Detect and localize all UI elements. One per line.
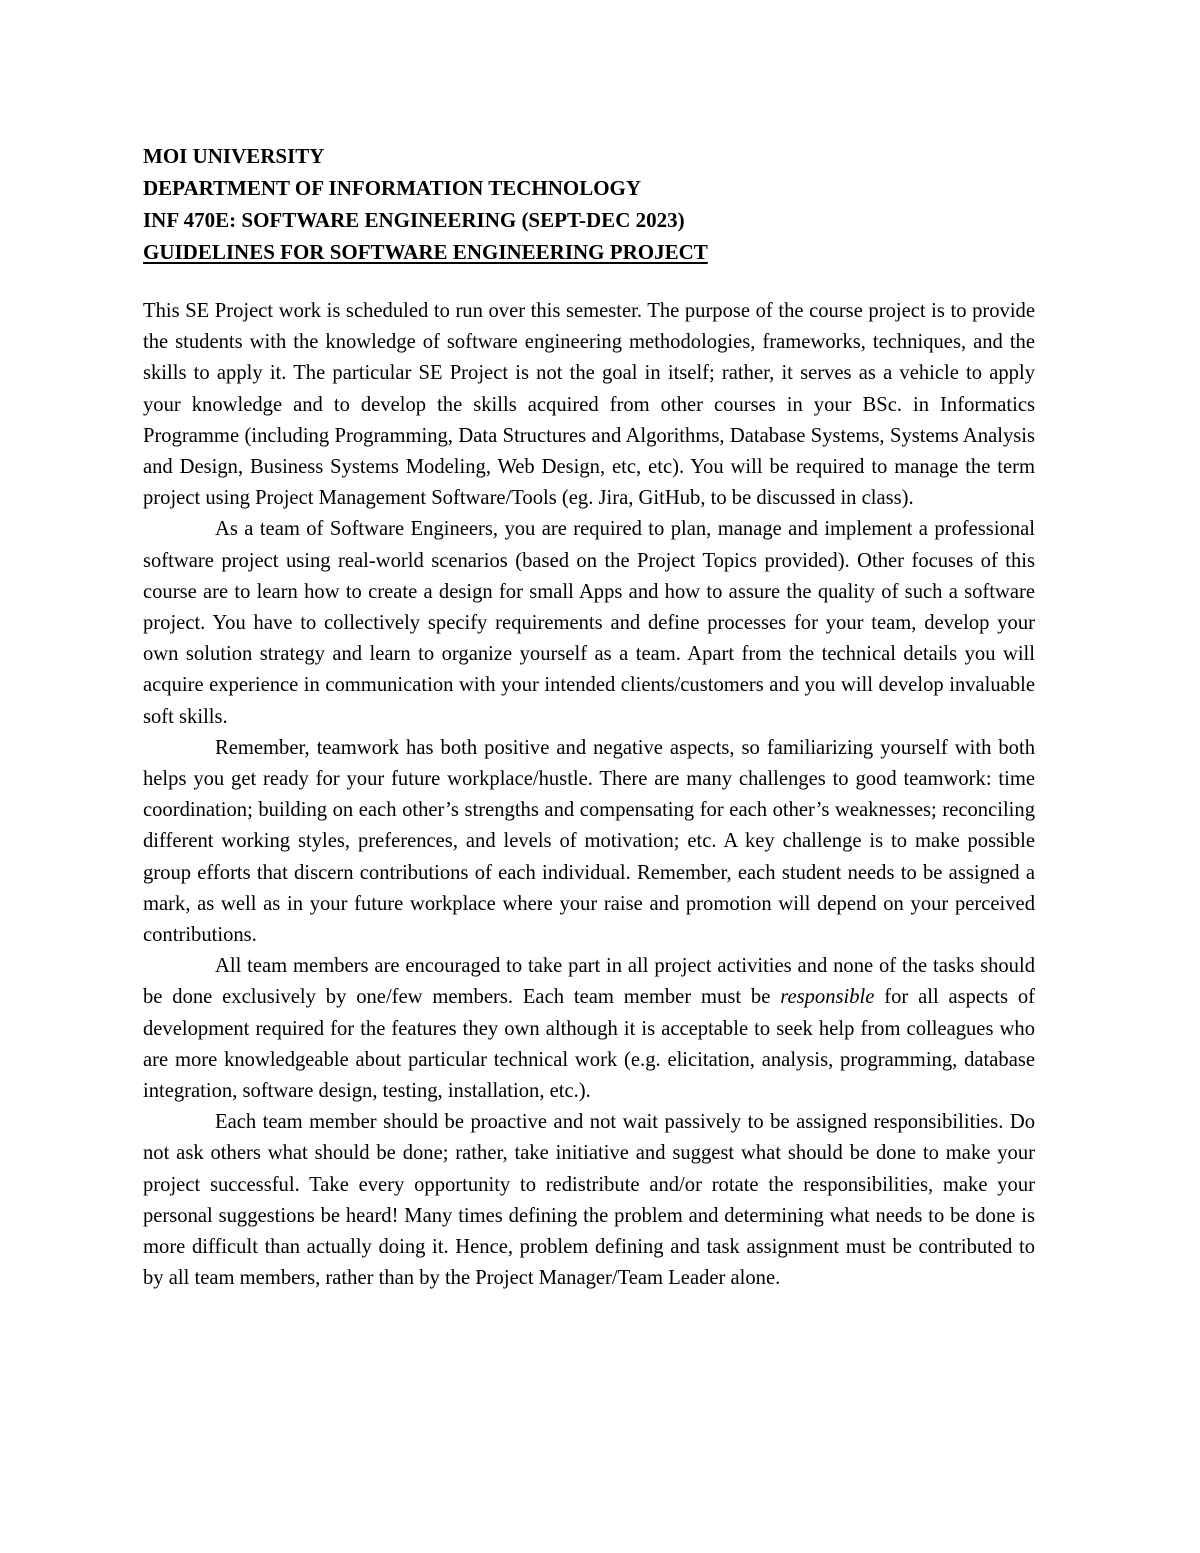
- course-title: INF 470E: SOFTWARE ENGINEERING (SEPT-DEC 2023): [143, 208, 685, 232]
- department-name: DEPARTMENT OF INFORMATION TECHNOLOGY: [143, 176, 642, 200]
- paragraph-proactive: Each team member should be proactive and not wait passively to be assigned responsibilities. Do not ask others what should be done; rather, take initiative and suggest what should be done to make your project successful. Take every opportunity to redistribute and/or rotate the responsibilities, make your personal suggestions be heard! Many times defining the problem and determining what needs to be done is more difficult than actually doing it. Hence, problem defining and task assignment must be contributed to by all team members, rather than by the Project Manager/Team Leader alone.: [143, 1111, 1035, 1290]
- paragraph-participation: [143, 951, 1035, 1107]
- paragraph-intro: This SE Project work is scheduled to run over this semester. The purpose of the course project is to provide the students with the knowledge of software engineering methodologies, frameworks, techniques, and the skills to apply it. The particular SE Project is not the goal in itself; rather, it serves as a vehicle to apply your knowledge and to develop the skills acquired from other courses in your BSc. in Informatics Programme (including Programming, Data Structures and Algorithms, Database Systems, Systems Analysis and Design, Business Systems Modeling, Web Design, etc, etc). You will be required to manage the term project using Project Management Software/Tools (eg. Jira, GitHub, to be discussed in class).: [143, 300, 1035, 510]
- document-title: GUIDELINES FOR SOFTWARE ENGINEERING PROJECT: [143, 240, 708, 264]
- emphasis-responsible: responsible: [780, 986, 875, 1009]
- paragraph-participation-end: for all aspects of development required for the features they own although it is acceptable to seek help from colleagues who are more knowledgeable about particular technical work (e.g. elicitation, analysis, programming, database integration, software design, testing, installation, etc.).: [143, 986, 1035, 1103]
- document-header: [143, 140, 1035, 268]
- document-body: [143, 296, 1035, 1295]
- university-name: MOI UNIVERSITY: [143, 144, 325, 168]
- document-page: [143, 140, 1035, 1295]
- paragraph-participation-start: All team members are encouraged to take part in all project activities and none of the tasks should be done exclusively by one/few members. Each team member must be: [143, 955, 1035, 1009]
- paragraph-teamwork: Remember, teamwork has both positive and negative aspects, so familiarizing yourself with both helps you get ready for your future workplace/hustle. There are many challenges to good teamwork: time coordination; building on each other’s strengths and compensating for each other’s weaknesses; reconciling different working styles, preferences, and levels of motivation; etc. A key challenge is to make possible group efforts that discern contributions of each individual. Remember, each student needs to be assigned a mark, as well as in your future workplace where your raise and promotion will depend on your perceived contributions.: [143, 736, 1035, 947]
- paragraph-team-of-engineers: As a team of Software Engineers, you are required to plan, manage and implement a professional software project using real-world scenarios (based on the Project Topics provided). Other focuses of this course are to learn how to create a design for small Apps and how to assure the quality of such a software project. You have to collectively specify requirements and define processes for your team, develop your own solution strategy and learn to organize yourself as a team. Apart from the technical details you will acquire experience in communication with your intended clients/customers and you will develop invaluable soft skills.: [143, 518, 1035, 728]
